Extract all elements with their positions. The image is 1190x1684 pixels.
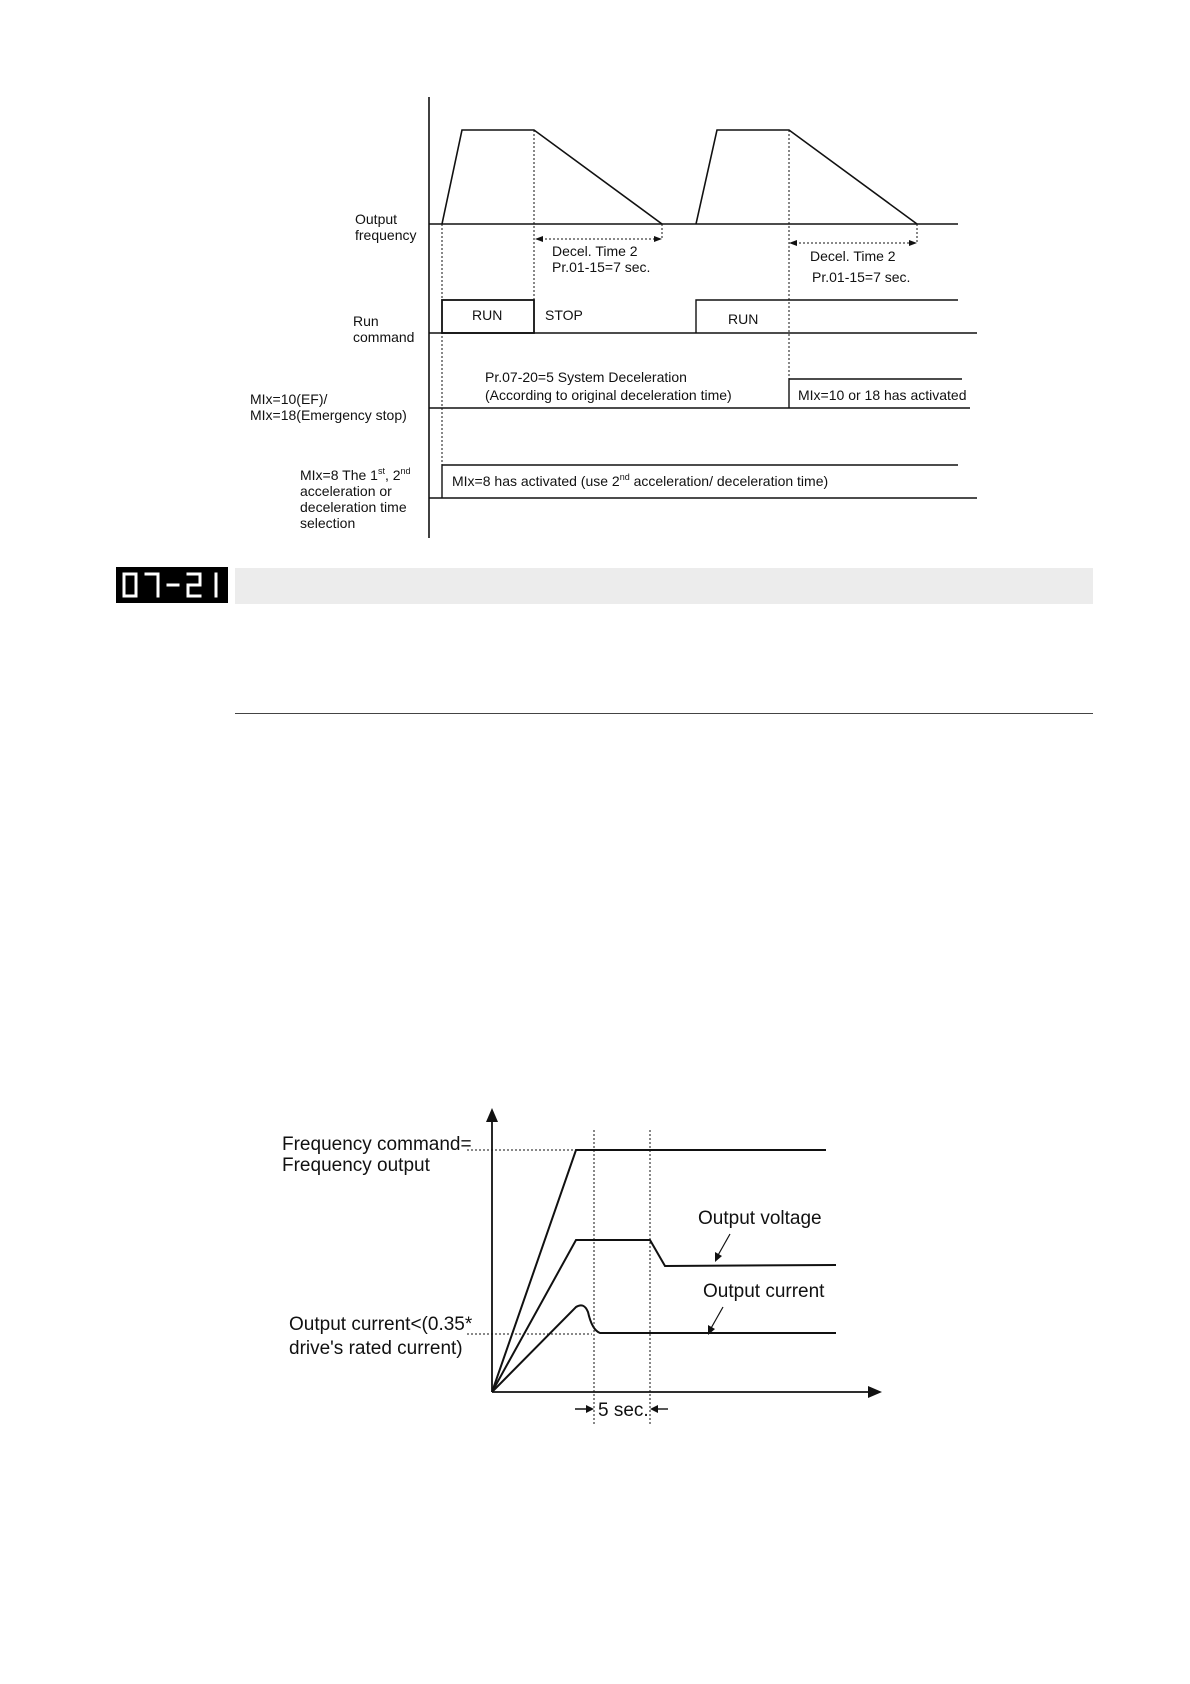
current-pointer (710, 1307, 723, 1330)
output-frequency-label: Output (355, 211, 398, 227)
mi8-label: selection (300, 515, 356, 531)
decel-param-label: Pr.01-15=7 sec. (552, 259, 651, 275)
voltage-trace (492, 1240, 836, 1392)
decel-time-label: Decel. Time 2 (810, 248, 896, 264)
frequency-trace (492, 1150, 826, 1392)
decel-param-label: Pr.01-15=7 sec. (812, 269, 911, 285)
time-interval-label: 5 sec. (598, 1400, 649, 1421)
system-decel-label: Pr.07-20=5 System Deceleration (485, 369, 687, 385)
mi8-activated-label: MIx=8 has activated (use 2nd acceleration/ deceleration time) (452, 472, 829, 489)
output-voltage-label: Output voltage (698, 1208, 822, 1229)
mi-activated-label: MIx=10 or 18 has activated (798, 387, 967, 403)
decel-time-label: Decel. Time 2 (552, 243, 638, 259)
output-current-label: Output current (703, 1281, 825, 1302)
frequency-label: Frequency command= (282, 1134, 472, 1155)
run-label: RUN (728, 311, 759, 327)
x-axis-arrow (868, 1386, 882, 1398)
mi8-label: acceleration or (300, 483, 392, 499)
mi-ef-label: MIx=10(EF)/ (250, 391, 328, 407)
current-threshold-label: Output current<(0.35* (289, 1314, 473, 1335)
current-threshold-label: drive's rated current) (289, 1338, 463, 1359)
output-frequency-label: frequency (355, 227, 417, 243)
stop-label: STOP (545, 307, 583, 323)
y-axis-arrow (486, 1108, 498, 1122)
current-trace (492, 1305, 836, 1392)
frequency-label: Frequency output (282, 1155, 430, 1176)
run-label: RUN (472, 307, 503, 323)
arrowhead (650, 1405, 658, 1413)
voltage-pointer (717, 1234, 730, 1257)
mi8-label: MIx=8 The 1st, 2nd (300, 466, 411, 483)
run-command-label: Run (353, 313, 379, 329)
mi-ef-label: MIx=18(Emergency stop) (250, 407, 407, 423)
system-decel-label: (According to original deceleration time) (485, 387, 732, 403)
run-command-label: command (353, 329, 415, 345)
arrowhead (586, 1405, 594, 1413)
mi8-label: deceleration time (300, 499, 407, 515)
